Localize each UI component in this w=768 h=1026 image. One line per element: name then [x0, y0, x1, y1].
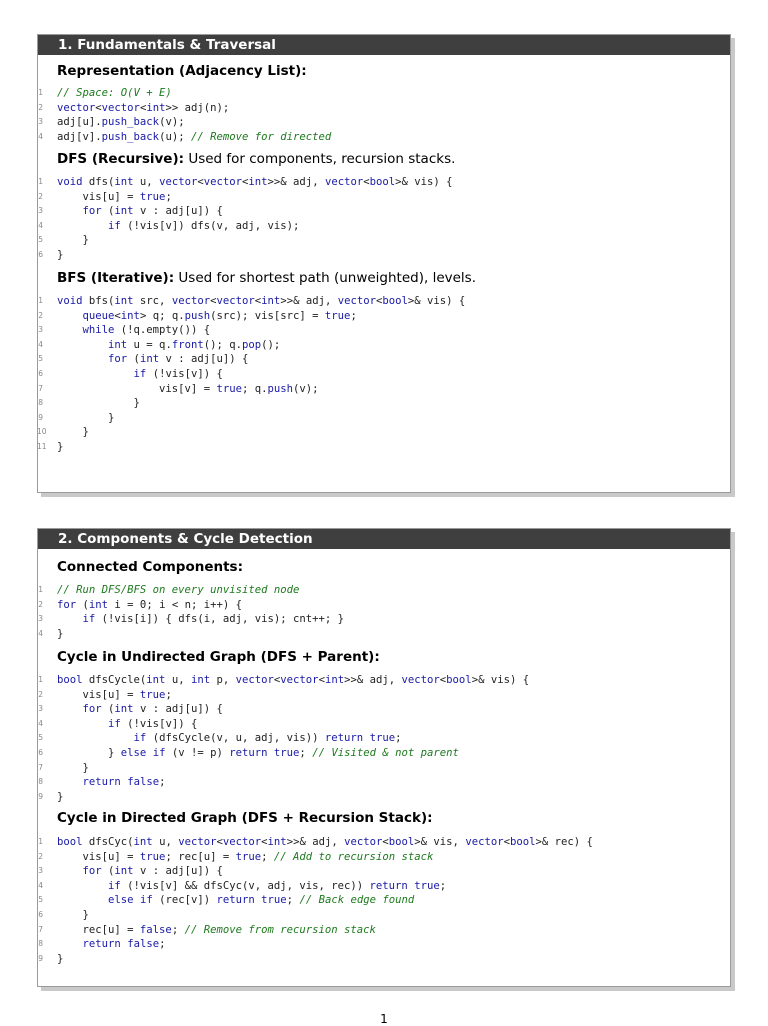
line-number: 1: [38, 296, 43, 305]
code-line: [38, 761, 730, 776]
code-line: [38, 233, 730, 248]
code-text: }: [57, 908, 89, 921]
code-text: bool dfsCycle(int u, int p, vector<vector<int>>& adj, vector<bool>& vis) {: [57, 674, 530, 686]
code-text: vis[v] = true; q.push(v);: [57, 382, 319, 395]
code-line: [38, 612, 730, 627]
code-text: vis[u] = true;: [57, 688, 172, 701]
block-heading: [57, 559, 243, 575]
code-block: [38, 673, 730, 804]
line-number: 11: [37, 441, 47, 451]
code-line: [38, 598, 730, 613]
line-number: 2: [38, 102, 43, 112]
code-text: for (int v : adj[u]) {: [82, 865, 223, 878]
code-block: [38, 294, 730, 455]
line-number: 2: [38, 310, 43, 320]
line-number: 7: [38, 924, 43, 934]
heading-rest: Used for shortest path (unweighted), levels.: [174, 270, 476, 286]
code-text: queue<int> q; q.push(src); vis[src] = true;: [82, 309, 357, 322]
line-number: 5: [38, 354, 43, 364]
block-heading: [57, 810, 433, 826]
code-text: }: [57, 411, 115, 424]
code-text: }: [57, 790, 64, 803]
line-number: 1: [38, 177, 43, 186]
code-block: [38, 175, 730, 263]
code-line: [38, 175, 730, 190]
code-text: // Run DFS/BFS on every unvisited node: [57, 584, 300, 596]
code-line: [38, 731, 730, 746]
code-line: [38, 130, 730, 145]
code-line: [38, 219, 730, 234]
line-number: 3: [38, 325, 43, 335]
line-number: 9: [38, 953, 43, 963]
code-line: [38, 309, 730, 324]
code-line: [38, 352, 730, 367]
code-text: while (!q.empty()) {: [82, 324, 211, 337]
line-number: 2: [38, 191, 43, 201]
line-number: 4: [38, 131, 43, 141]
line-number: 3: [38, 206, 43, 216]
code-line: [38, 952, 730, 967]
heading-bold: Representation (Adjacency List):: [57, 63, 307, 79]
line-number: 9: [38, 791, 43, 801]
line-number: 7: [38, 762, 43, 772]
code-line: [38, 923, 730, 938]
code-text: else if (rec[v]) return true; // Back edge found: [108, 894, 415, 907]
code-line: [38, 101, 730, 116]
code-line: [38, 248, 730, 263]
code-text: vis[u] = true;: [57, 190, 172, 203]
code-line: [38, 688, 730, 703]
line-number: 6: [38, 249, 43, 259]
line-number: 5: [38, 895, 43, 905]
code-text: }: [57, 397, 140, 410]
code-line: [38, 425, 730, 440]
code-text: if (!vis[i]) { dfs(i, adj, vis); cnt++; }: [82, 613, 345, 626]
code-text: if (dfsCycle(v, u, adj, vis)) return true;: [133, 732, 402, 745]
code-line: [38, 864, 730, 879]
line-number: 1: [38, 585, 43, 594]
code-line: [38, 190, 730, 205]
line-number: 1: [38, 675, 43, 684]
code-text: if (!vis[v]) {: [108, 717, 198, 730]
code-text: }: [57, 234, 89, 247]
code-line: [38, 702, 730, 717]
line-number: 3: [38, 117, 43, 127]
line-number: 5: [38, 733, 43, 743]
code-line: [38, 835, 730, 850]
section-box-components: [37, 528, 731, 987]
code-line: [38, 338, 730, 353]
section-title: 2. Components & Cycle Detection: [38, 529, 730, 549]
heading-rest: Used for components, recursion stacks.: [184, 151, 456, 167]
line-number: 4: [38, 628, 43, 638]
line-number: 7: [38, 383, 43, 393]
code-line: [38, 893, 730, 908]
code-text: if (!vis[v]) {: [133, 367, 223, 380]
code-text: for (int v : adj[u]) {: [82, 205, 223, 218]
code-line: [38, 717, 730, 732]
heading-bold: Cycle in Undirected Graph (DFS + Parent):: [57, 649, 380, 665]
code-block: [38, 86, 730, 144]
code-line: [38, 440, 730, 455]
code-text: } else if (v != p) return true; // Visited & not parent: [57, 746, 459, 759]
code-line: [38, 790, 730, 805]
code-line: [38, 411, 730, 426]
code-text: if (!vis[v]) dfs(v, adj, vis);: [108, 219, 300, 232]
block-heading: [57, 63, 307, 79]
line-number: 8: [38, 398, 43, 408]
code-text: for (int i = 0; i < n; i++) {: [57, 598, 242, 611]
code-line: [38, 204, 730, 219]
heading-bold: BFS (Iterative):: [57, 270, 175, 286]
line-number: 1: [38, 88, 43, 97]
code-text: // Space: O(V + E): [57, 87, 172, 99]
code-line: [38, 673, 730, 688]
line-number: 4: [38, 339, 43, 349]
line-number: 3: [38, 704, 43, 714]
code-text: void bfs(int src, vector<vector<int>>& adj, vector<bool>& vis) {: [57, 295, 466, 307]
code-line: [38, 879, 730, 894]
code-line: [38, 367, 730, 382]
heading-bold: Connected Components:: [57, 559, 243, 575]
code-line: [38, 850, 730, 865]
line-number: 5: [38, 235, 43, 245]
line-number: 6: [38, 368, 43, 378]
code-text: rec[u] = false; // Remove from recursion stack: [57, 923, 376, 936]
code-text: }: [57, 627, 64, 640]
line-number: 3: [38, 866, 43, 876]
code-line: [38, 323, 730, 338]
code-text: return false;: [82, 938, 166, 951]
code-line: [38, 627, 730, 642]
code-line: [38, 583, 730, 598]
code-line: [38, 294, 730, 309]
code-text: bool dfsCyc(int u, vector<vector<int>>& adj, vector<bool>& vis, vector<bool>& rec) {: [57, 836, 593, 848]
code-line: [38, 382, 730, 397]
code-text: }: [57, 440, 64, 453]
line-number: 3: [38, 614, 43, 624]
heading-bold: DFS (Recursive):: [57, 151, 185, 167]
code-text: adj[u].push_back(v);: [57, 116, 185, 129]
code-line: [38, 775, 730, 790]
code-text: }: [57, 426, 89, 439]
code-text: }: [57, 952, 64, 965]
code-text: return false;: [82, 776, 166, 789]
line-number: 2: [38, 689, 43, 699]
heading-bold: Cycle in Directed Graph (DFS + Recursion Stack):: [57, 810, 433, 826]
code-line: [38, 908, 730, 923]
code-text: void dfs(int u, vector<vector<int>>& adj, vector<bool>& vis) {: [57, 176, 453, 188]
section-title: 1. Fundamentals & Traversal: [38, 35, 730, 55]
line-number: 6: [38, 909, 43, 919]
line-number: 8: [38, 939, 43, 949]
code-text: vis[u] = true; rec[u] = true; // Add to recursion stack: [57, 850, 434, 863]
line-number: 9: [38, 412, 43, 422]
line-number: 8: [38, 777, 43, 787]
code-text: for (int v : adj[u]) {: [108, 353, 249, 366]
block-heading: [57, 270, 476, 286]
block-heading: [57, 151, 455, 167]
section-box-fundamentals: [37, 34, 731, 493]
code-block: [38, 835, 730, 966]
code-text: for (int v : adj[u]) {: [82, 703, 223, 716]
code-text: int u = q.front(); q.pop();: [108, 338, 281, 351]
line-number: 1: [38, 837, 43, 846]
code-line: [38, 396, 730, 411]
line-number: 2: [38, 599, 43, 609]
code-text: }: [57, 248, 64, 261]
code-text: if (!vis[v] && dfsCyc(v, adj, vis, rec)) return true;: [108, 879, 447, 892]
code-line: [38, 746, 730, 761]
code-text: vector<vector<int>> adj(n);: [57, 101, 230, 114]
line-number: 2: [38, 851, 43, 861]
code-text: }: [57, 761, 89, 774]
line-number: 6: [38, 747, 43, 757]
page-number: 1: [380, 1012, 388, 1026]
block-heading: [57, 649, 380, 665]
line-number: 4: [38, 718, 43, 728]
code-line: [38, 115, 730, 130]
line-number: 4: [38, 880, 43, 890]
line-number: 4: [38, 220, 43, 230]
line-number: 10: [37, 427, 47, 437]
code-text: adj[v].push_back(u); // Remove for directed: [57, 130, 332, 143]
code-block: [38, 583, 730, 641]
code-line: [38, 937, 730, 952]
code-line: [38, 86, 730, 101]
